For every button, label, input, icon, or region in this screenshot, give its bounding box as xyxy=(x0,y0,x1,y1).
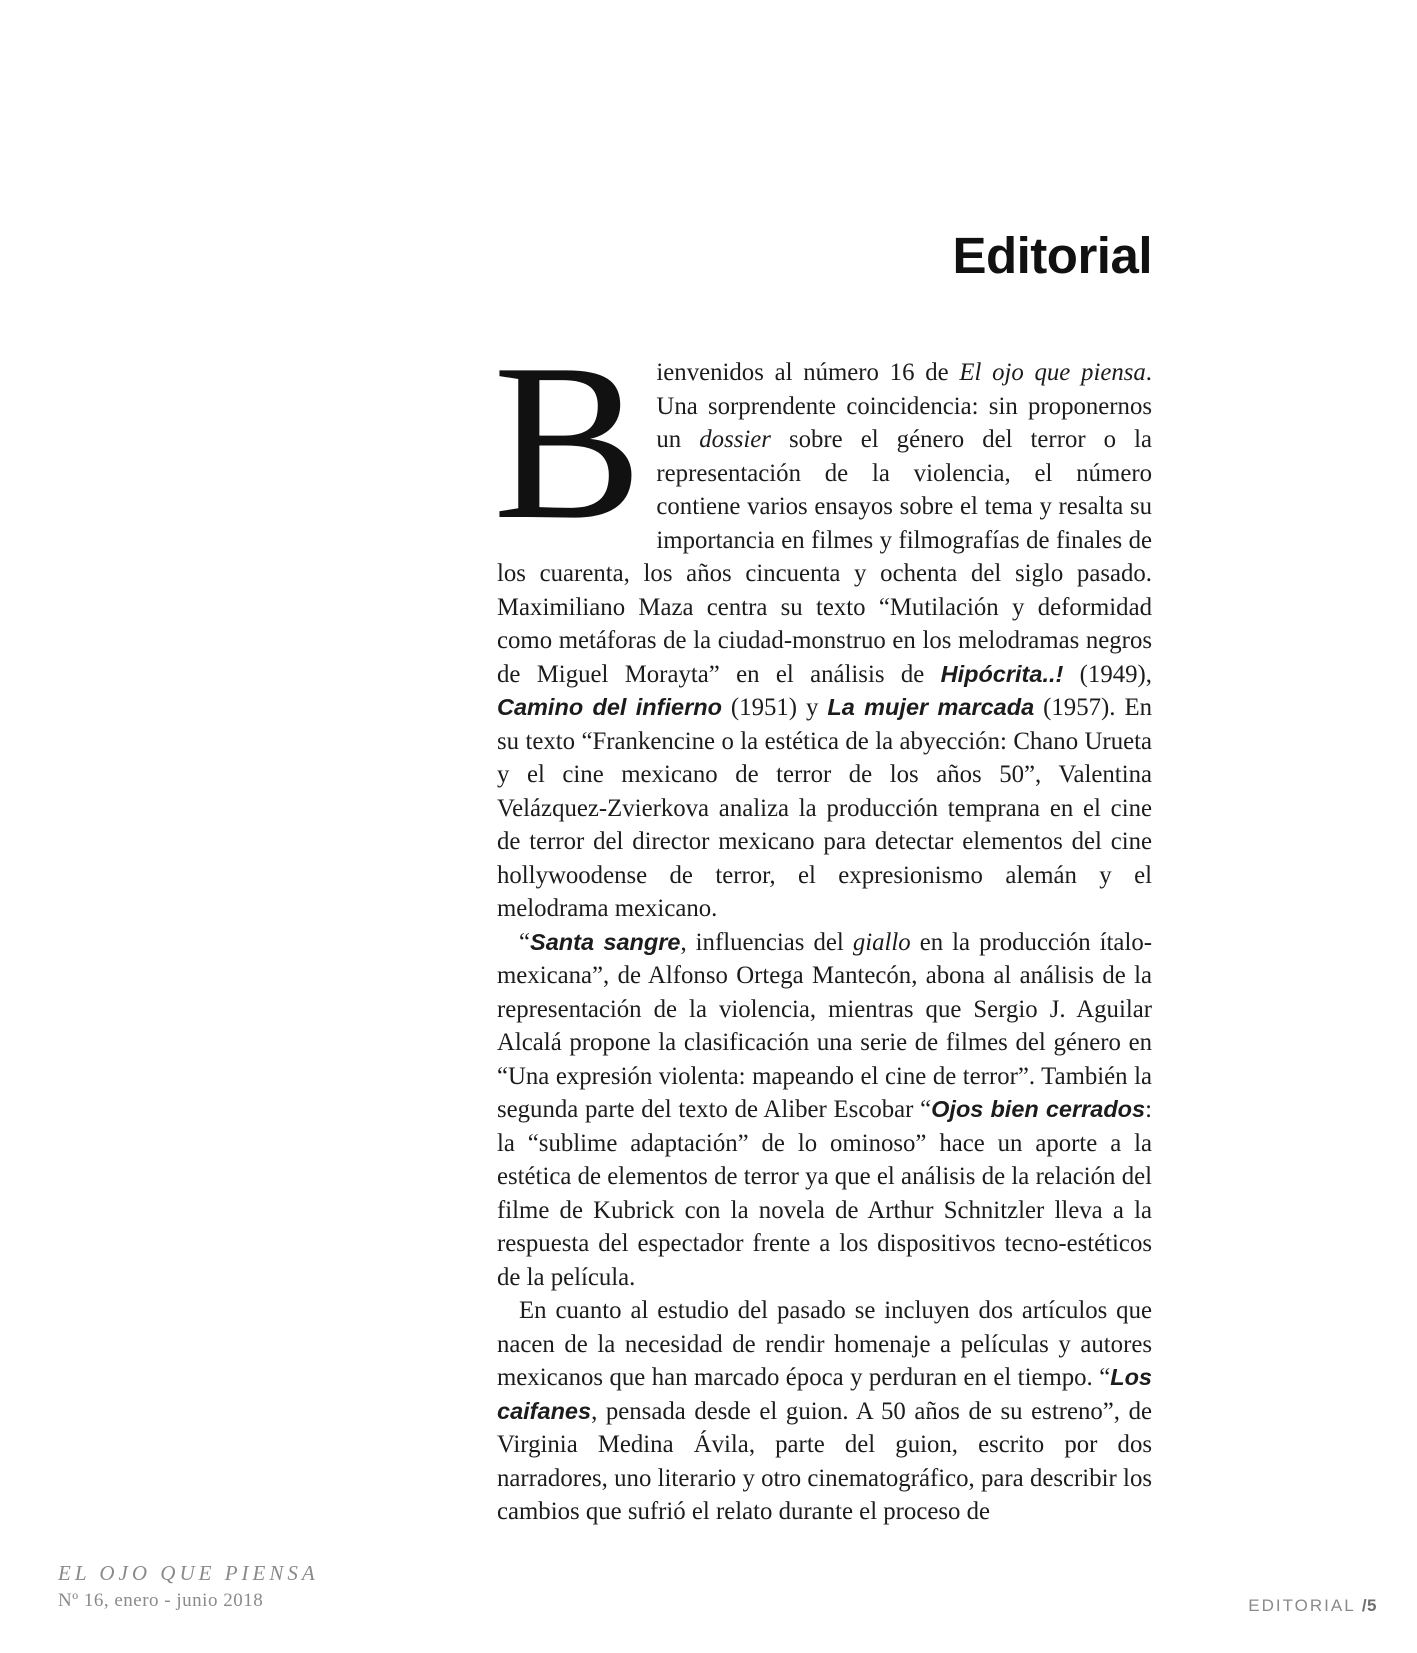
text-run: “ xyxy=(519,928,531,956)
paragraph xyxy=(493,318,1153,926)
journal-name: EL OJO QUE PIENSA xyxy=(58,1561,319,1585)
journal-footer xyxy=(58,1559,319,1615)
page-footer xyxy=(1248,1596,1377,1616)
text-run: (1951) y xyxy=(721,694,828,721)
film-title: La mujer marcada xyxy=(827,694,1035,720)
paragraph xyxy=(497,926,1152,1295)
issue-info: Nº 16, enero - junio 2018 xyxy=(58,1590,264,1611)
text-run: En cuanto al estudio del pasado se incluyen dos artículos que nacen de la necesidad de rendir homenaje a películas y autores mexicanos que han marcado época y perduran en el tiempo. “ xyxy=(497,1297,1152,1391)
film-title: Santa sangre xyxy=(530,928,681,955)
text-run: : la “sublime adaptación” de lo ominoso” hace un aporte a la estética de elementos de terror ya que el análisis de la relación del filme de Kubrick con la novela de Arthur Schnitzler lleva a la respuesta del espectador frente a los dispositivos tecno-estéticos de la película. xyxy=(497,1096,1152,1291)
text-run: , influencias del xyxy=(680,928,853,956)
text-run: . Una sorprendente coincidencia: sin proponernos un xyxy=(656,359,1152,453)
italic-term: dossier xyxy=(699,426,771,453)
article-body xyxy=(493,318,1153,1529)
text-run: en la producción ítalo-mexicana”, de Alfonso Ortega Mantecón, abona al análisis de la representación de la violencia, mientras que Sergio J. Aguilar Alcalá propone la clasificación una serie de filmes del género en “Una expresión violenta: mapeando el cine de terror”. También la segunda parte del texto de Aliber Escobar “ xyxy=(497,928,1152,1123)
paragraph xyxy=(497,1294,1152,1529)
italic-term: El ojo que piensa xyxy=(959,359,1146,386)
text-run: ienvenidos al número 16 de xyxy=(656,359,960,386)
page-title: Editorial xyxy=(952,227,1152,284)
film-title: Los caifanes xyxy=(497,1364,1152,1424)
film-title: Hipócrita..! xyxy=(940,660,1064,687)
film-title: Ojos bien cerrados xyxy=(931,1096,1146,1122)
drop-cap: B xyxy=(493,318,643,566)
text-run: , pensada desde el guion. A 50 años de su estreno”, de Virginia Medina Ávila, parte del guion, escrito por dos narradores, uno literario y otro cinematográfico, para describir los cambios que sufrió el relato durante el proceso de xyxy=(497,1397,1152,1525)
section-label: EDITORIAL xyxy=(1248,1596,1356,1615)
text-run: sobre el género del terror o la representación de la violencia, el número contiene varios ensayos sobre el tema y resalta su importancia en filmes y filmografías de finales de los cuarenta, los años cincuenta y ochenta del siglo pasado. Maximiliano Maza centra su texto “Mutilación y deformidad como metáforas de la ciudad-monstruo en los melodramas negros de Miguel Morayta” en el análisis de xyxy=(497,426,1153,688)
film-title: Camino del infierno xyxy=(497,694,722,720)
page-number: /5 xyxy=(1361,1596,1377,1615)
text-run: (1949), xyxy=(1063,660,1152,688)
italic-term: giallo xyxy=(852,928,911,956)
text-run: (1957). En su texto “Frankencine o la estética de la abyección: Chano Urueta y el cine mexicano de terror de los años 50”, Valentina Velázquez-Zvierkova analiza la producción temprana en el cine de terror del director mexicano para detectar elementos del cine hollywoodense de terror, el expresionismo alemán y el melodrama mexicano. xyxy=(497,694,1152,922)
